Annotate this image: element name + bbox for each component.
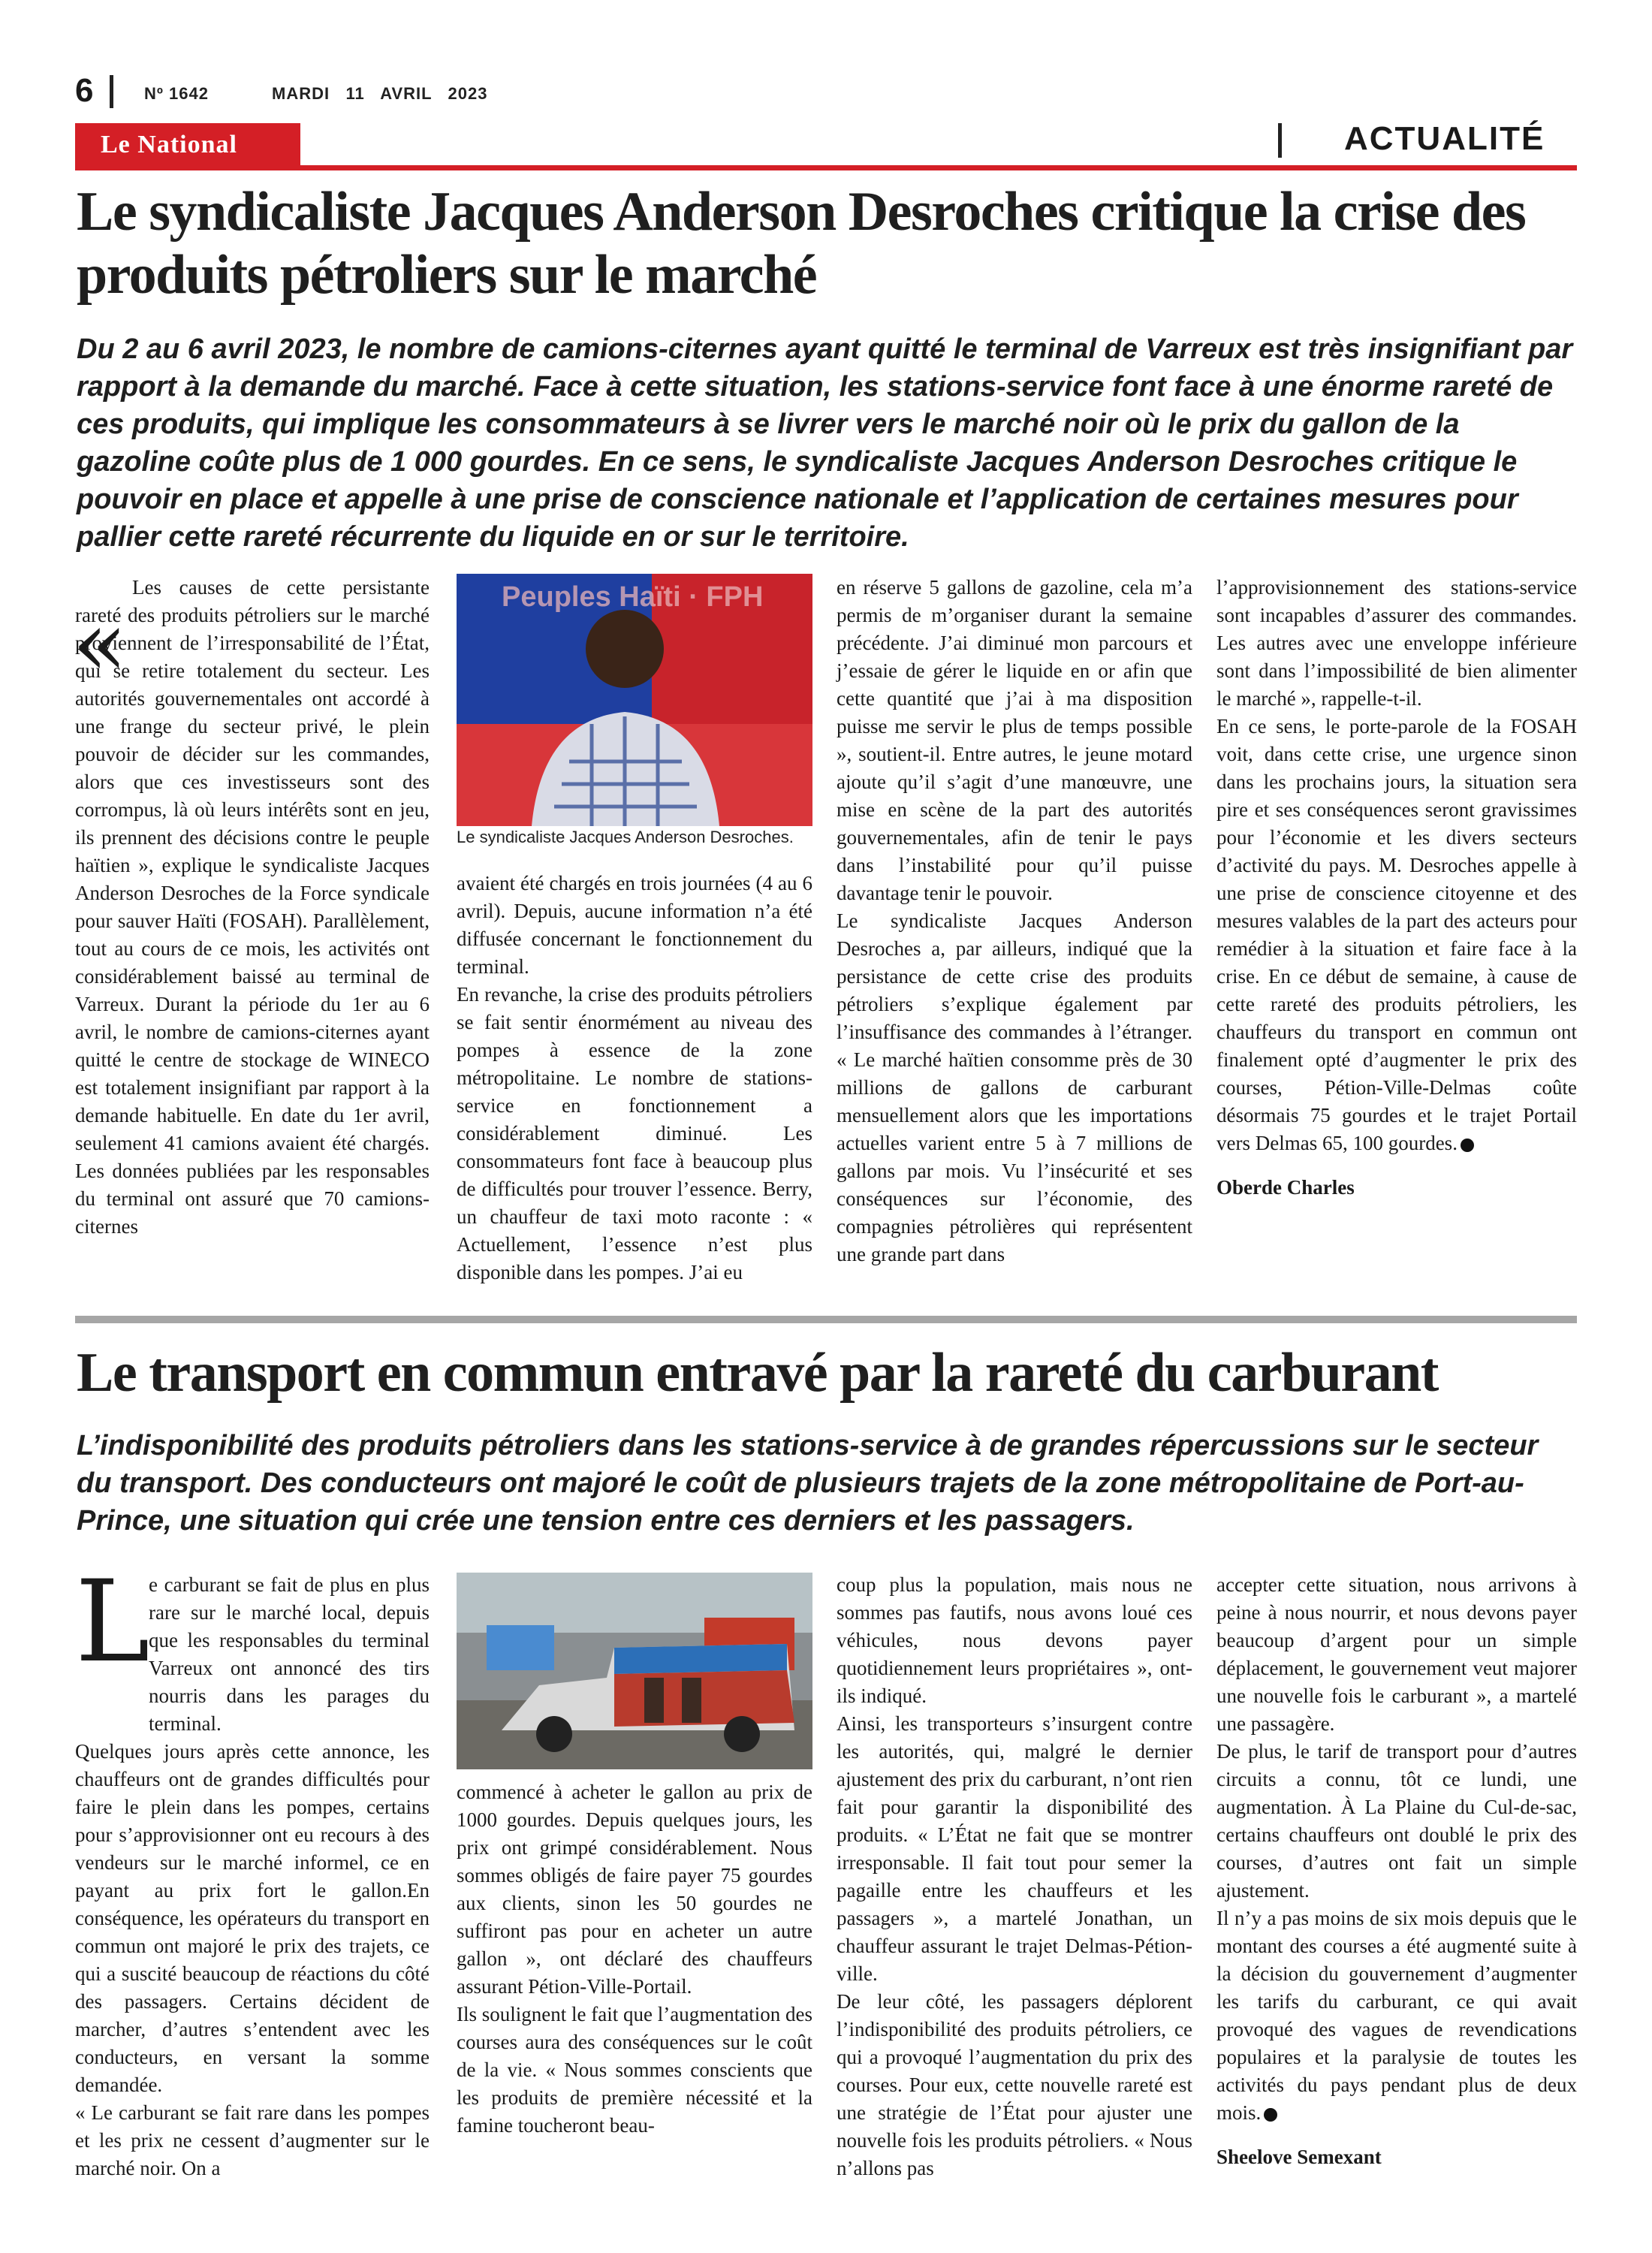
article2-byline: Sheelove Semexant bbox=[1216, 2146, 1382, 2168]
article1-byline: Oberde Charles bbox=[1216, 1176, 1355, 1199]
article2-col1a-text: e carburant se fait de plus en plus rare sur le marché local, depuis que les responsables du terminal Varreux ont annoncé des tirs nourris dans les parages du terminal. bbox=[149, 1573, 430, 1735]
article2-col1b-text: Quelques jours après cette annonce, les chauffeurs ont de grandes difficultés pour faire le plein dans les pompes, certains pour s’approvisionner ont eu recours à des vendeurs sur le marché informel, ce en payant au prix fort le gallon.En conséquence, les opérateurs du transport en commun ont majoré le prix des trajets, ce qui a suscité beaucoup de réactions du côté des passagers. Certains décident de marcher, d’autres s’entendent avec les conducteurs, en versant la somme demandée. bbox=[75, 1740, 430, 2096]
article1-column-1 bbox=[75, 574, 430, 1241]
section-divider bbox=[1278, 123, 1282, 158]
article1-col3-text: en réserve 5 gallons de gazoline, cela m’a permis de m’organiser durant la semaine précédente. J’ai diminué mon parcours et j’essaie de gérer le liquide en or afin que cette quantité que j’ai à ma disposition puisse me servir le plus de temps possible », soutient-il. Entre autres, le jeune motard ajoute qu’il s’agit d’une manœuvre, une mise en scène de la part des autorités gouvernementales, afin de tenir le pays dans l’instabilité pour qu’il puisse davantage tenir le pouvoir. bbox=[837, 576, 1192, 904]
section-label: ACTUALITÉ bbox=[1344, 120, 1545, 157]
article2-col2b-text: Ils soulignent le fait que l’augmentation des courses aura des conséquences sur le coût de la vie. « Nous sommes conscients que les produits de première nécessité et la famine toucheront beau- bbox=[457, 2003, 812, 2137]
article2-col3c-text: De leur côté, les passagers déplorent l’indisponibilité des produits pétroliers, ce qui a provoqué l’augmentation du prix des courses. Pour eux, cette nouvelle rareté est une stratégie de l’État pour ajuster une nouvelle fois les produits pétroliers. « Nous n’allons pas bbox=[837, 1990, 1192, 2179]
drop-cap: L bbox=[75, 1557, 150, 1687]
article1-photo bbox=[457, 574, 812, 826]
article1-photo-caption: Le syndicaliste Jacques Anderson Desroches. bbox=[457, 828, 794, 846]
article1-lede: Du 2 au 6 avril 2023, le nombre de camions-citernes ayant quitté le terminal de Varreux est très insignifiant par rapport à la demande du marché. Face à cette situation, les stations-service font face à une énorme rareté de ces produits, qui implique les consommateurs à se livrer vers le marché noir où le prix du gallon de la gazoline coûte plus de 1 000 gourdes. En ce sens, le syndicaliste Jacques Anderson Desroches critique le pouvoir en place et appelle à une prise de conscience nationale et l’application de certaines mesures pour pallier cette rareté récurrente du liquide en or sur le territoire. bbox=[77, 333, 1573, 553]
article1-column-3 bbox=[837, 574, 1192, 1268]
end-mark-icon bbox=[1461, 1139, 1474, 1152]
article2-col4b-text: De plus, le tarif de transport pour d’autres circuits a connu, tôt ce lundi, une augmentation. À La Plaine du Cul-de-sac, certains chauffeurs ont doublé le prix des courses, d’autres ont fait un simple ajustement. bbox=[1216, 1740, 1577, 1902]
page-number: 6 bbox=[75, 72, 94, 109]
tap-tap-vehicle-image bbox=[457, 1573, 812, 1769]
article2-title: Le transport en commun entravé par la rareté du carburant bbox=[77, 1342, 1438, 1404]
photo-backdrop-lettering: Peuples Haïti · FPH bbox=[502, 581, 764, 613]
article-divider bbox=[75, 1316, 1577, 1323]
page-number-divider bbox=[110, 75, 113, 108]
header-rule bbox=[75, 165, 1577, 170]
article2-col3-text: coup plus la population, mais nous ne sommes pas fautifs, nous avons loué ces véhicules, nous devons payer quotidiennement leurs propriétaires », ont-ils indiqué. bbox=[837, 1573, 1192, 1707]
article1-col4b-text: En ce sens, le porte-parole de la FOSAH voit, dans cette crise, une urgence sinon dans les prochains jours, la situation sera pire et ses conséquences seront gravissimes pour l’économie et les divers secteurs d’activité du pays. M. Desroches appelle à une prise de conscience citoyenne et des mesures valables de la part des acteurs pour remédier à la situation et faire face à la crise. En ce début de semaine, à cause de cette rareté des produits pétroliers, les chauffeurs du transport en commun ont finalement opté d’augmenter le prix des courses, Pétion-Ville-Delmas coûte désormais 75 gourdes et le trajet Portail vers Delmas 65, 100 gourdes. bbox=[1216, 715, 1577, 1154]
article2-photo bbox=[457, 1573, 812, 1769]
article1-col2-text: avaient été chargés en trois journées (4 au 6 avril). Depuis, aucune information n’a été diffusée concernant le fonctionnement du terminal. bbox=[457, 872, 812, 978]
article1-column-4 bbox=[1216, 574, 1577, 1202]
article1-column-2 bbox=[457, 870, 812, 1286]
issue-number: Nº 1642 bbox=[144, 84, 209, 103]
article2-column-2 bbox=[457, 1778, 812, 2140]
masthead-label: Le National bbox=[101, 131, 237, 158]
article2-col3b-text: Ainsi, les transporteurs s’insurgent contre les autorités, qui, malgré le dernier ajustement des prix du carburant, n’ont rien fait pour garantir la disponibilité des produits. « L’État ne fait que se montrer irresponsable. Il fait tout pour semer la pagaille entre les chauffeurs et les passagers », a martelé Jonathan, un chauffeur assurant le trajet Delmas-Pétion-ville. bbox=[837, 1712, 1192, 1985]
article2-column-3 bbox=[837, 1571, 1192, 2182]
issue-date: MARDI 11 AVRIL 2023 bbox=[272, 84, 488, 103]
article1-col1-text: Les causes de cette persistante rareté des produits pétroliers sur le marché proviennent de l’irresponsabilité de l’État, qui se retire totalement du secteur. Les autorités gouvernementales ont accordé à une frange du secteur privé, le plein pouvoir de décider sur les commandes, alors que ces investisseurs sont des corrompus, là où leurs intérêts sont en jeu, ils prennent des décisions contre le peuple haïtien », explique le syndicaliste Jacques Anderson Desroches de la Force syndicale pour sauver Haïti (FOSAH). Parallèlement, tout au cours de ce mois, les activités ont considérablement baissé au terminal de Varreux. Durant la période du 1er au 6 avril, le nombre de camions-citernes ayant quitté le centre de stockage de WINECO est totalement insignifiant par rapport à la demande habituelle. En date du 1er avril, seulement 41 camions avaient été chargés. Les données publiées par les responsables du terminal ont assuré que 70 camions-citernes bbox=[75, 576, 430, 1238]
article2-col4c-text: Il n’y a pas moins de six mois depuis que le montant des courses a été augmenté suite à la décision du gouvernement d’augmenter les tarifs du carburant, ce qui avait provoqué des vagues de revendications populaires et la paralysie de toutes les activités du pays pendant plus de deux mois. bbox=[1216, 1907, 1577, 2124]
end-mark-icon bbox=[1264, 2108, 1277, 2122]
article2-col4-text: accepter cette situation, nous arrivons à peine à nous nourrir, et nous devons payer beaucoup d’argent pour un simple déplacement, le gouvernement veut majorer une nouvelle fois le carburant », a martelé une passagère. bbox=[1216, 1573, 1577, 1735]
article1-col3b-text: Le syndicaliste Jacques Anderson Desroches a, par ailleurs, indiqué que la persistance de cette crise des produits pétroliers s’explique également par l’insuffisance des commandes à l’étranger. « Le marché haïtien consomme près de 30 millions de gallons de carburant mensuellement alors que les importations actuelles varient entre 5 à 7 millions de gallons par mois. Vu l’insécurité et ses conséquences sur l’économie, des compagnies pétrolières qui représentent une grande part dans bbox=[837, 909, 1192, 1265]
article1-col2b-text: En revanche, la crise des produits pétroliers se fait sentir énormément au niveau des pompes à essence de la zone métropolitaine. Le nombre de stations-service en fonctionnement a considérablement diminué. Les consommateurs font face à beaucoup plus de difficultés pour trouver l’essence. Berry, un chauffeur de taxi moto raconte : « Actuellement, l’essence n’est plus disponible dans les pompes. J’ai eu bbox=[457, 983, 812, 1283]
article2-lede: L’indisponibilité des produits pétroliers dans les stations-service à de grandes répercussions sur le secteur du transport. Des conducteurs ont majoré le coût de plusieurs trajets de la zone métropolitaine de Port-au-Prince, une situation qui crée une tension entre ces derniers et les passagers. bbox=[77, 1430, 1539, 1537]
article2-column-1 bbox=[75, 1557, 430, 2182]
opening-quote-mark: « bbox=[72, 592, 128, 696]
article2-col1c-text: « Le carburant se fait rare dans les pompes et les prix ne cessent d’augmenter sur le marché noir. On a bbox=[75, 2101, 430, 2179]
article2-col2-text: commencé à acheter le gallon au prix de 1000 gourdes. Depuis quelques jours, les prix ont grimpé considérablement. Nous sommes obligés de faire payer 75 gourdes aux clients, sinon les 50 gourdes ne suffiront pas pour en acheter un autre gallon », ont déclaré des chauffeurs assurant Pétion-Ville-Portail. bbox=[457, 1781, 812, 1998]
article2-column-4 bbox=[1216, 1571, 1577, 2171]
article1-col4-text: l’approvisionnement des stations-service sont incapables d’assurer des commandes. Les autres avec une enveloppe inférieure sont dans l’impossibilité de bien alimenter le marché », rappelle-t-il. bbox=[1216, 576, 1577, 710]
article1-title: Le syndicaliste Jacques Anderson Desroches critique la crise des produits pétroliers sur le marché bbox=[77, 181, 1526, 306]
